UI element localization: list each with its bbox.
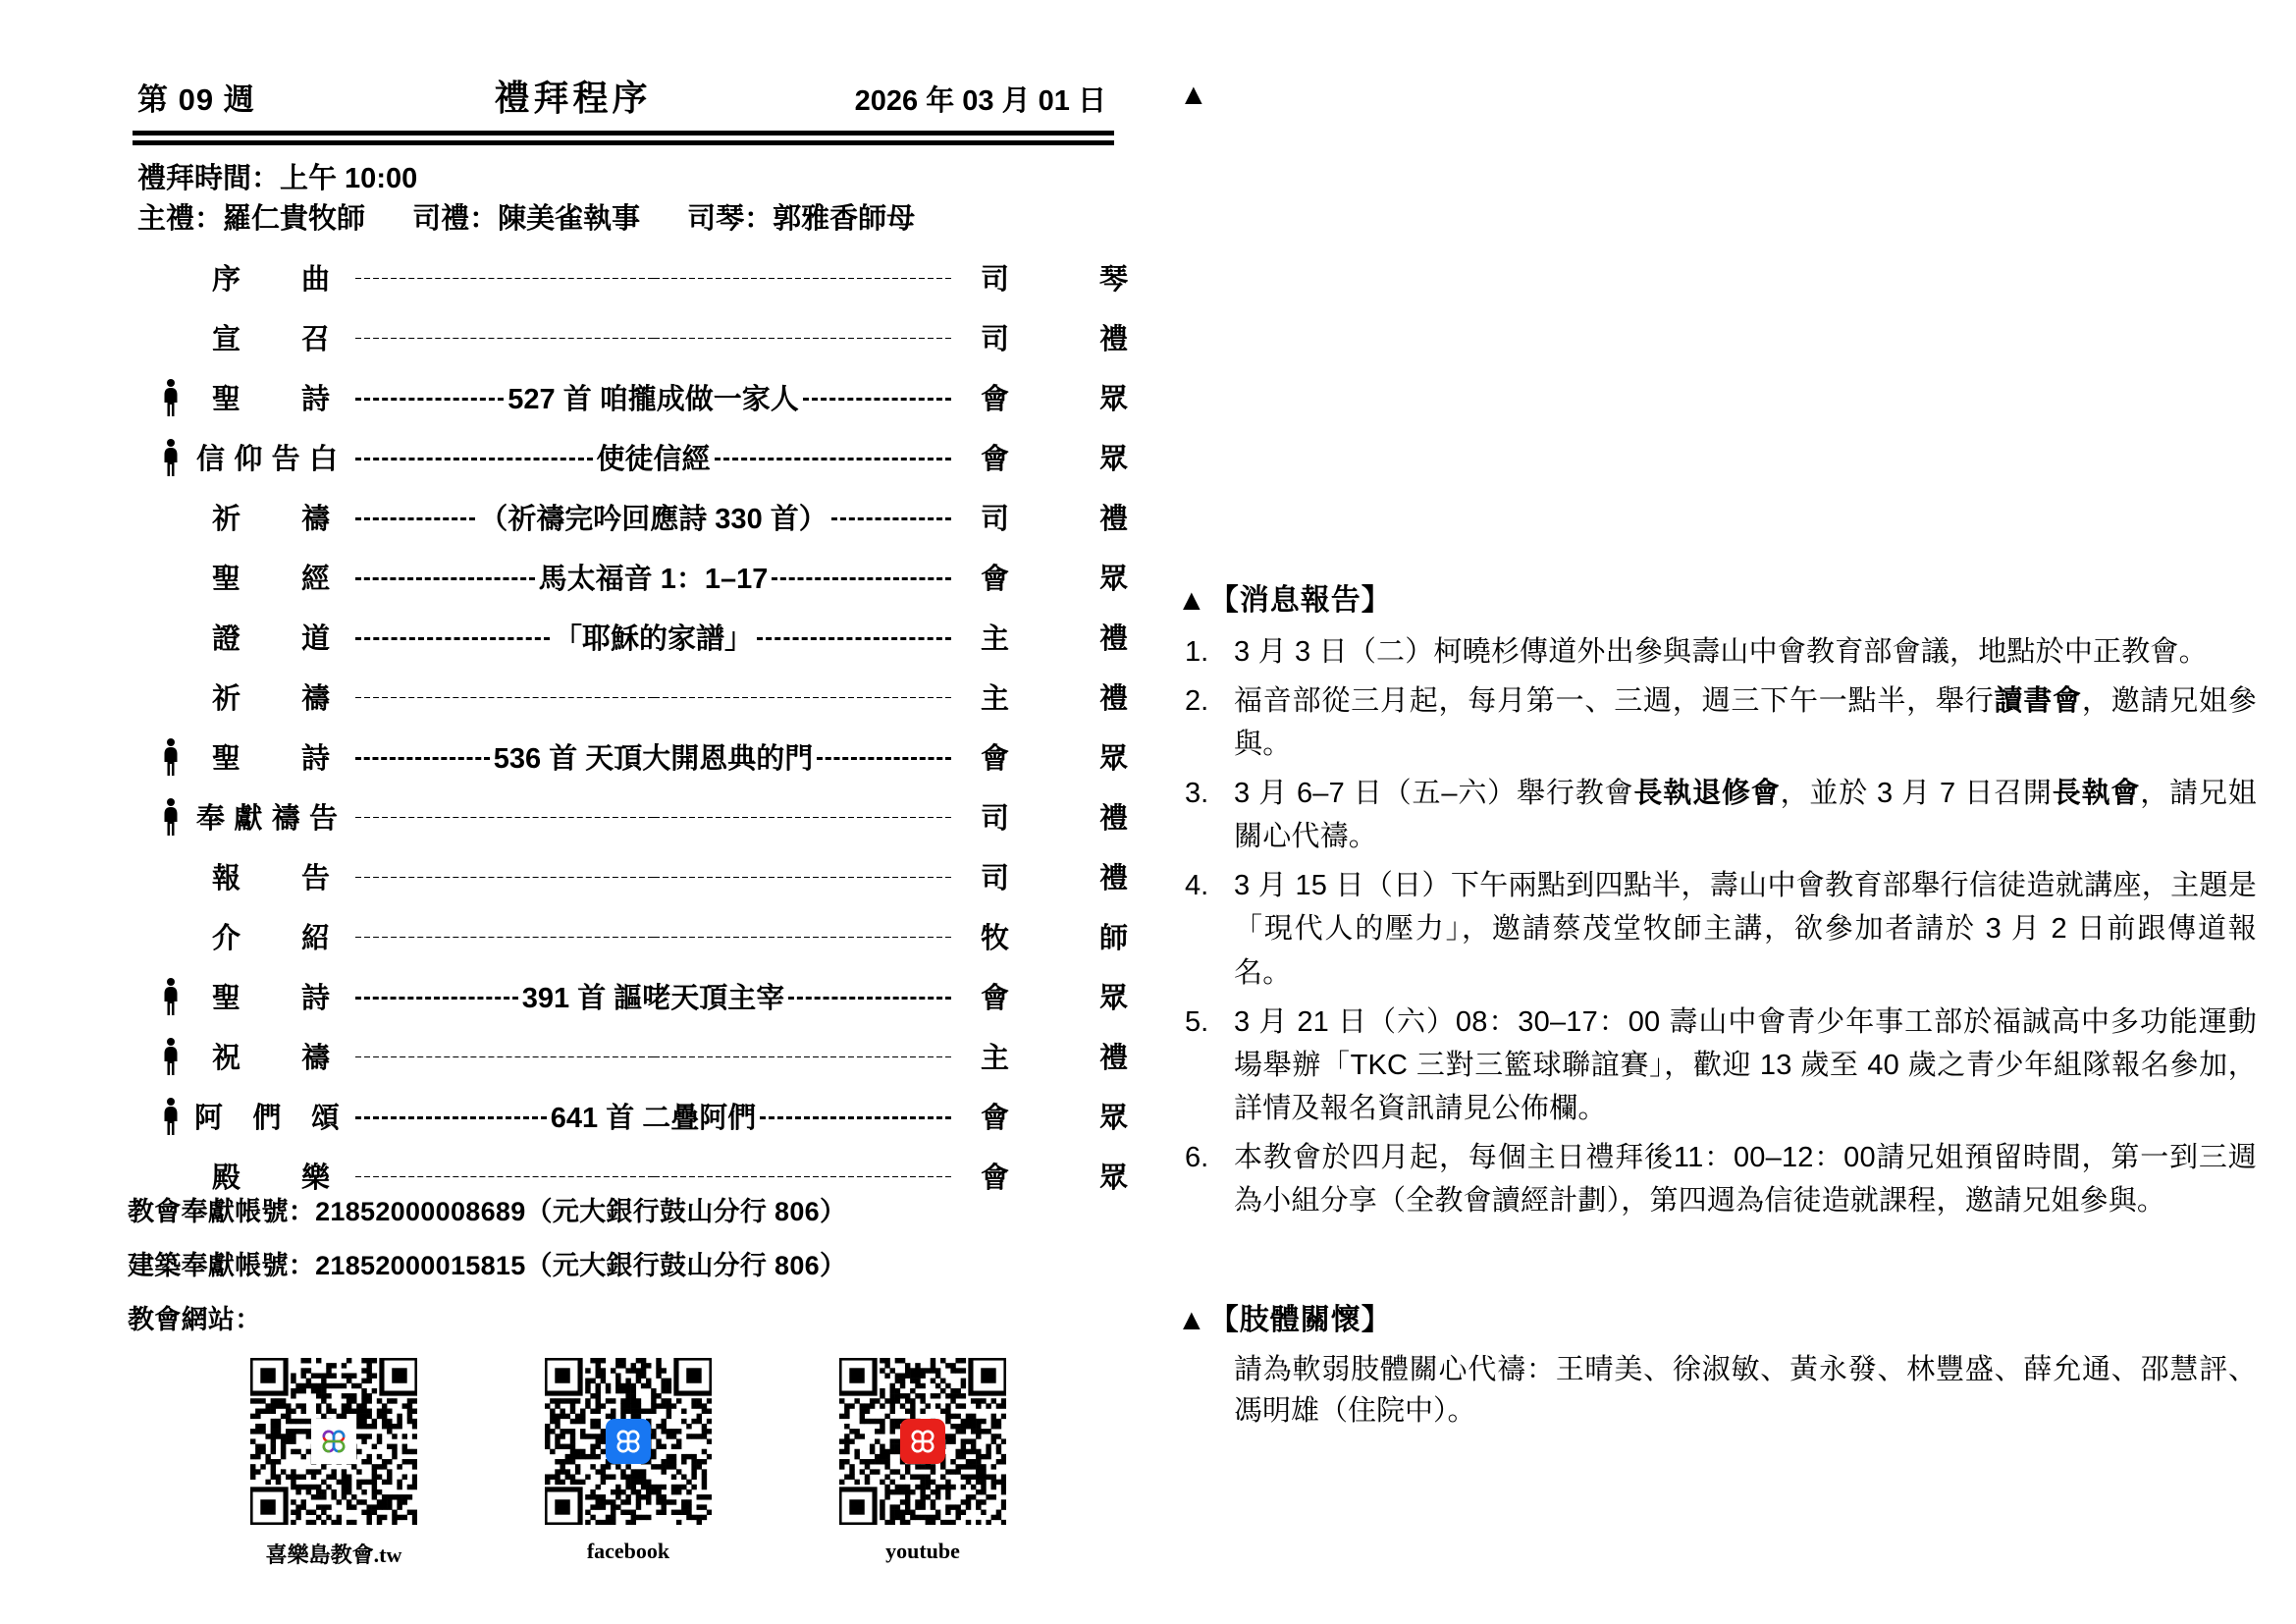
order-item-detail [340, 617, 967, 657]
order-item-detail [340, 437, 967, 477]
qr-caption: 喜樂島教會.tw [265, 1543, 402, 1567]
dash-leader [355, 1116, 547, 1119]
order-item-name: 宣 召 [212, 324, 330, 356]
dash-leader [355, 577, 535, 580]
dash-leader [355, 637, 550, 640]
order-item-role: 司 禮 [981, 803, 1128, 836]
announcement-item [1179, 679, 2257, 766]
standing-person-icon [147, 797, 194, 837]
building-account: 建築奉獻帳號：21852000015815（元大銀行鼓山分行 806） [128, 1251, 847, 1280]
qr-code-image[interactable] [250, 1358, 417, 1525]
order-item-content: 641 首 二疊阿們 [550, 1103, 757, 1135]
dash-leader [788, 997, 951, 1000]
order-item-detail [340, 377, 967, 417]
care-heading-text: 【肢體關懷】 [1208, 1304, 1392, 1337]
dash-leader [654, 697, 952, 698]
order-item-role: 會 眾 [981, 564, 1128, 596]
pianist-label: 司琴：郭雅香師母 [687, 203, 916, 236]
order-item-role: 主 禮 [981, 623, 1128, 656]
care-heading [1177, 1295, 2257, 1338]
cross-icon [906, 1425, 939, 1458]
qr-code-image[interactable] [839, 1358, 1006, 1525]
order-item-detail [340, 336, 967, 339]
order-item-content: 391 首 謳咾天頂主宰 [521, 983, 785, 1015]
order-item-role: 司 禮 [981, 504, 1128, 536]
dash-leader [654, 1176, 952, 1177]
announcement-item [1179, 772, 2257, 858]
order-item-detail [340, 1096, 967, 1136]
announcement-item [1179, 1136, 2257, 1222]
dash-leader [831, 517, 951, 520]
announcement-number: 4. [1185, 870, 1209, 902]
dash-leader [355, 517, 475, 520]
service-staff-line [137, 199, 1153, 240]
dash-leader [654, 937, 952, 938]
order-item-name: 奉 獻 禱 告 [196, 803, 338, 836]
order-item-detail [340, 557, 967, 597]
dash-leader [760, 1116, 951, 1119]
order-item-name: 證 道 [212, 623, 330, 656]
order-item-role: 會 眾 [981, 1163, 1128, 1195]
qr-caption: youtube [885, 1539, 960, 1563]
dash-leader [355, 817, 654, 818]
dash-leader [654, 877, 952, 878]
announcements-section [1179, 575, 2257, 1222]
order-item-detail [340, 736, 967, 777]
qr-logo [900, 1419, 945, 1464]
dash-leader [803, 398, 951, 401]
order-item-name: 信 仰 告 白 [196, 444, 338, 476]
dash-leader [355, 877, 654, 878]
announcements-panel [1153, 0, 2296, 1624]
dash-leader [355, 458, 593, 460]
triangle-icon: ▲ [1177, 1304, 1207, 1337]
page-title: 禮拜程序 [494, 78, 652, 118]
order-item-role: 司 琴 [981, 264, 1128, 297]
dash-leader [654, 338, 952, 339]
order-item-content: 「耶穌的家譜」 [554, 623, 754, 656]
dash-leader [654, 278, 952, 279]
order-item-detail [340, 1174, 967, 1177]
order-of-worship-row [0, 547, 1153, 607]
order-item-name: 聖 詩 [212, 743, 330, 776]
order-of-worship-row [0, 667, 1153, 727]
order-of-worship-row [0, 906, 1153, 966]
footer-info [128, 1190, 1109, 1569]
order-of-worship-row [0, 1086, 1153, 1146]
order-item-content: 527 首 咱攏成做一家人 [507, 384, 799, 416]
dash-leader [355, 278, 654, 279]
website-label: 教會網站： [128, 1305, 262, 1334]
order-of-worship-row [0, 966, 1153, 1026]
announcement-text: 3 月 3 日（二）柯曉杉傳道外出參與壽山中會教育部會議，地點於中正教會。 [1234, 636, 2208, 668]
order-of-worship-row [0, 1026, 1153, 1086]
order-item-name: 殿 樂 [212, 1163, 330, 1195]
order-item-role: 會 眾 [981, 384, 1128, 416]
triangle-icon: ▲ [1177, 584, 1207, 617]
liturgist-label: 司禮：陳美雀執事 [412, 203, 641, 236]
order-item-name: 聖 詩 [212, 983, 330, 1015]
bulletin-header [137, 71, 1106, 121]
care-section [1179, 1295, 2257, 1433]
order-item-detail [340, 1055, 967, 1057]
order-item-name: 祝 禱 [212, 1043, 330, 1075]
order-of-worship-row [0, 307, 1153, 367]
dash-leader [355, 937, 654, 938]
announcement-item [1179, 1001, 2257, 1130]
order-of-worship-row [0, 727, 1153, 786]
order-item-content: 使徒信經 [596, 444, 711, 476]
announcement-number: 5. [1185, 1005, 1209, 1038]
order-item-role: 會 眾 [981, 1103, 1128, 1135]
dash-leader [355, 338, 654, 339]
order-item-content: 馬太福音 1：1–17 [538, 564, 769, 596]
standing-person-icon [147, 1097, 194, 1136]
qr-code-item[interactable] [839, 1358, 1006, 1569]
order-item-detail [340, 497, 967, 537]
dash-leader [817, 757, 951, 760]
dash-leader [654, 817, 952, 818]
announcement-item [1179, 630, 2257, 674]
announcement-number: 2. [1185, 685, 1209, 718]
order-item-role: 會 眾 [981, 743, 1128, 776]
dash-leader [654, 1056, 952, 1057]
top-triangle-icon: ▲ [1179, 79, 1208, 111]
qr-logo [606, 1419, 651, 1464]
announcement-list [1179, 630, 2257, 1222]
qr-logo [311, 1419, 356, 1464]
order-item-detail [340, 875, 967, 878]
announcement-text: 3 月 15 日（日）下午兩點到四點半，壽山中會教育部舉行信徒造就講座，主題是「現代人的壓力」，邀請蔡茂堂牧師主講，欲參加者請於 3 月 2 日前跟傳道報名。 [1234, 870, 2257, 989]
dash-leader [355, 997, 518, 1000]
order-of-worship-row [0, 367, 1153, 427]
standing-person-icon [147, 438, 194, 477]
announcement-number: 3. [1185, 778, 1209, 810]
order-item-detail [340, 976, 967, 1016]
qr-code-row [187, 1358, 1070, 1569]
service-meta [137, 159, 1153, 240]
order-item-name: 介 紹 [212, 923, 330, 955]
care-body-text: 請為軟弱肢體關心代禱：王晴美、徐淑敏、黃永發、林豐盛、薛允通、邵慧評、馮明雄（住院中）。 [1234, 1354, 2257, 1427]
dash-leader [355, 757, 490, 760]
cross-icon [612, 1425, 645, 1458]
order-of-worship-list [0, 247, 1153, 1206]
week-number: 第 09 週 [137, 82, 255, 117]
announcements-heading [1177, 575, 2257, 619]
dash-leader [715, 458, 952, 460]
standing-person-icon [147, 378, 194, 417]
announcement-text: 3 月 21 日（六）08：30–17：00 壽山中會青少年事工部於福誠高中多功能運動場舉辦「TKC 三對三籃球聯誼賽」，歡迎 13 歲至 40 歲之青少年組隊報名參加，詳情及報名資訊請見公佈欄。 [1234, 1005, 2257, 1124]
dash-leader [757, 637, 951, 640]
standing-person-icon [147, 737, 194, 777]
order-of-worship-row [0, 607, 1153, 667]
announcement-text: 本教會於四月起，每個主日禮拜後11：00–12：00請兄姐預留時間，第一到三週為小組分享（全教會讀經計劃），第四週為信徒造就課程，邀請兄姐參與。 [1234, 1141, 2257, 1217]
dash-leader [772, 577, 951, 580]
order-item-detail [340, 815, 967, 818]
order-item-detail [340, 276, 967, 279]
order-item-name: 序 曲 [212, 264, 330, 297]
announcements-heading-text: 【消息報告】 [1208, 584, 1392, 617]
order-of-worship-row [0, 786, 1153, 846]
order-item-name: 聖 詩 [212, 384, 330, 416]
order-item-role: 會 眾 [981, 983, 1128, 1015]
standing-person-icon [147, 977, 194, 1016]
order-of-worship-row [0, 427, 1153, 487]
order-item-name: 祈 禱 [212, 504, 330, 536]
dash-leader [355, 1056, 654, 1057]
qr-caption: facebook [586, 1539, 670, 1563]
order-item-role: 司 禮 [981, 863, 1128, 895]
order-item-content: 536 首 天頂大開恩典的門 [493, 743, 814, 776]
qr-code-item[interactable] [250, 1358, 417, 1569]
order-of-worship-row [0, 487, 1153, 547]
order-item-content: （祈禱完吟回應詩 330 首） [479, 504, 828, 536]
order-item-name: 祈 禱 [212, 683, 330, 716]
service-time-line: 禮拜時間：上午 10:00 [137, 163, 418, 194]
announcement-number: 1. [1185, 636, 1209, 668]
offering-account: 教會奉獻帳號：21852000008689（元大銀行鼓山分行 806） [128, 1197, 847, 1226]
order-item-detail [340, 935, 967, 938]
announcement-text: 3 月 6–7 日（五–六）舉行教會長執退修會，並於 3 月 7 日召開長執會，請兄姐關心代禱。 [1234, 778, 2257, 853]
announcement-number: 6. [1185, 1141, 1209, 1173]
order-item-role: 會 眾 [981, 444, 1128, 476]
qr-code-image[interactable] [545, 1358, 712, 1525]
order-item-name: 阿 們 頌 [194, 1103, 340, 1135]
dash-leader [355, 398, 504, 401]
announcement-text: 福音部從三月起，每月第一、三週，週三下午一點半，舉行讀書會，邀請兄姐參與。 [1234, 685, 2257, 761]
order-item-name: 聖 經 [212, 564, 330, 596]
qr-code-item[interactable] [545, 1358, 712, 1569]
order-item-name: 報 告 [212, 863, 330, 895]
order-of-worship-row [0, 247, 1153, 307]
order-item-role: 主 禮 [981, 1043, 1128, 1075]
dash-leader [355, 1176, 654, 1177]
cross-icon [317, 1425, 350, 1458]
service-date: 2026 年 03 月 01 日 [854, 85, 1106, 117]
standing-person-icon [147, 1037, 194, 1076]
order-item-role: 主 禮 [981, 683, 1128, 716]
dash-leader [355, 697, 654, 698]
order-item-role: 牧 師 [981, 923, 1128, 955]
order-item-detail [340, 695, 967, 698]
header-divider [133, 131, 1114, 145]
announcement-item [1179, 864, 2257, 994]
order-item-role: 司 禮 [981, 324, 1128, 356]
presider-label: 主禮：羅仁貴牧師 [137, 203, 366, 236]
order-of-worship-row [0, 846, 1153, 906]
